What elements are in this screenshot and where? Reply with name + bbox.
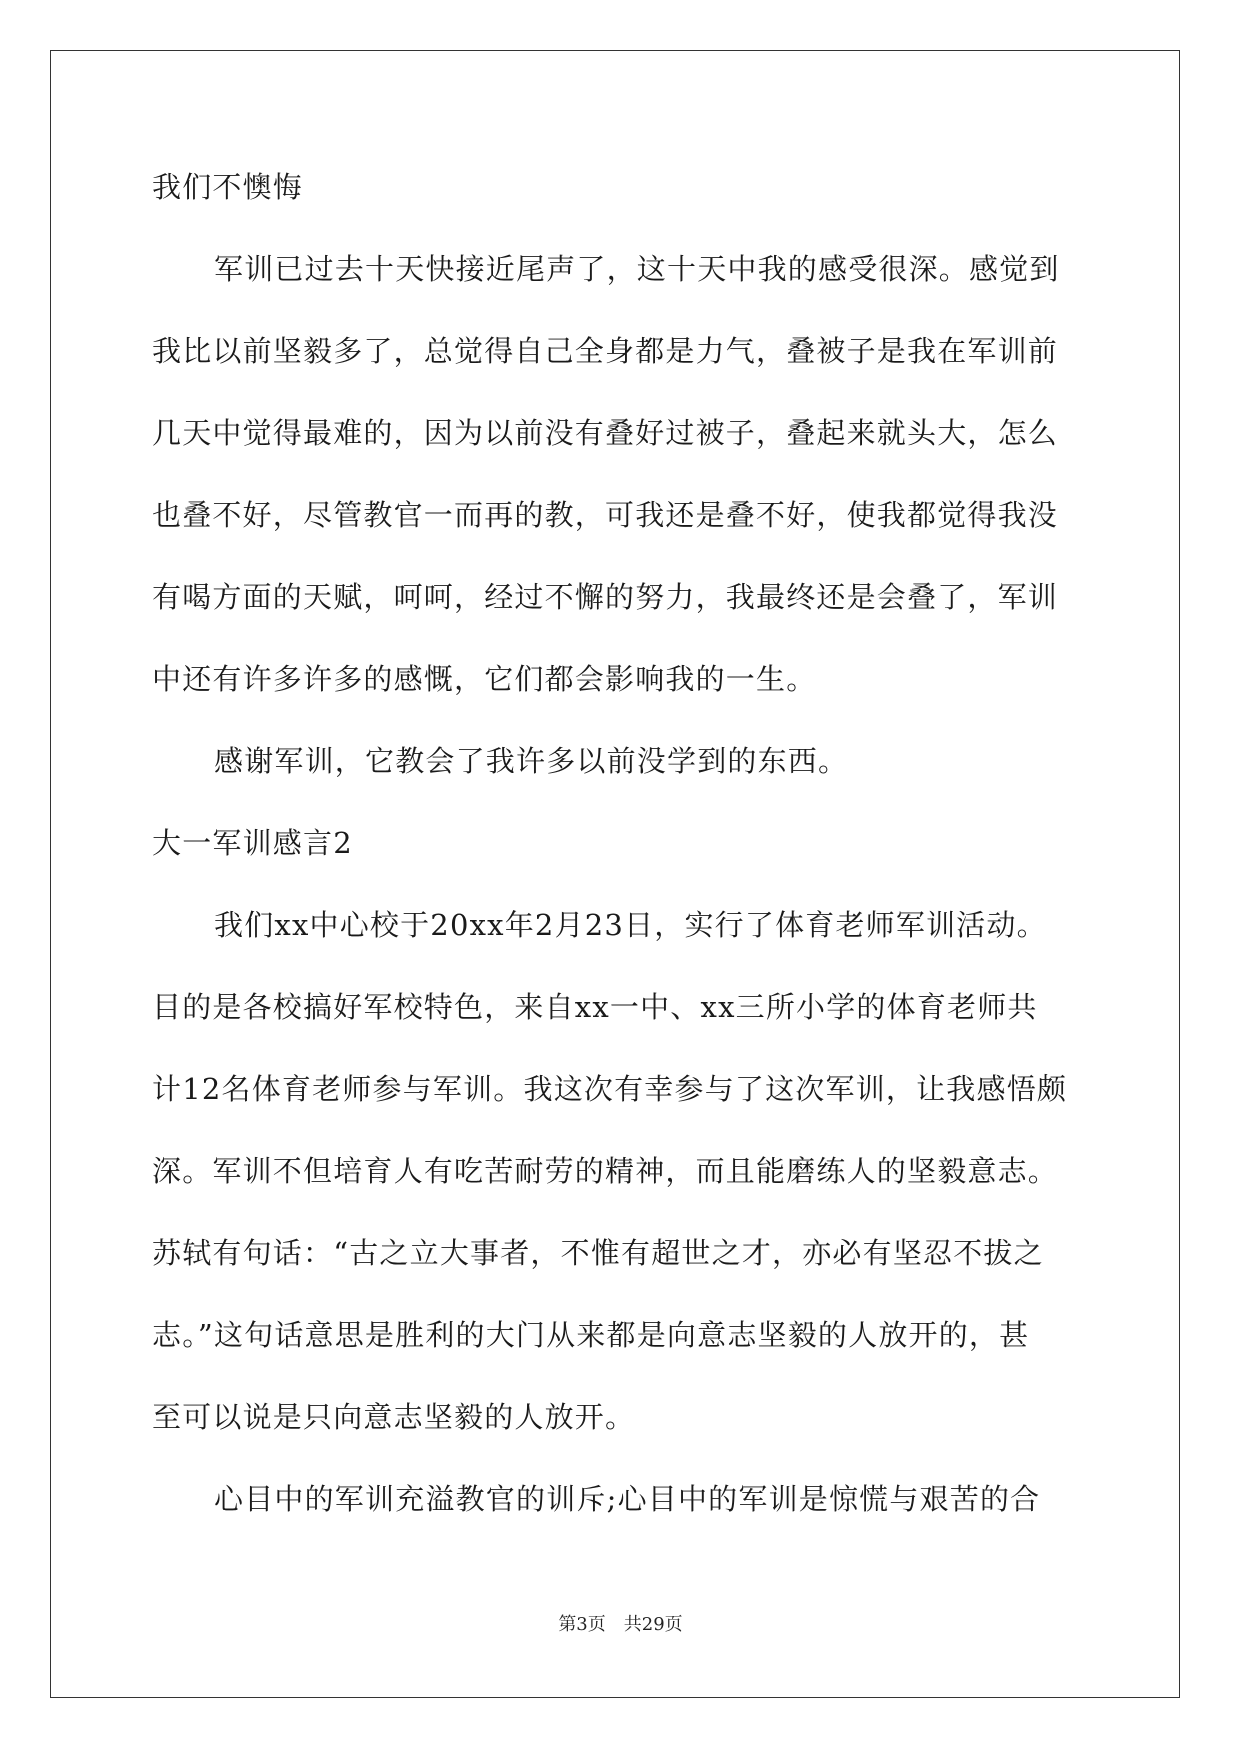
- paragraph-line: 深。军训不但培育人有吃苦耐劳的精神，而且能磨练人的坚毅意志。: [152, 1154, 1059, 1188]
- paragraph-line: 计12名体育老师参与军训。我这次有幸参与了这次军训，让我感悟颇: [152, 1072, 1068, 1106]
- paragraph-line: 中还有许多许多的感慨，它们都会影响我的一生。: [152, 662, 817, 696]
- paragraph-line: 心目中的军训充溢教官的训斥;心目中的军训是惊慌与艰苦的合: [214, 1482, 1041, 1516]
- paragraph-line: 有喝方面的天赋，呵呵，经过不懈的努力，我最终还是会叠了，军训: [152, 580, 1059, 614]
- paragraph-line: 几天中觉得最难的，因为以前没有叠好过被子，叠起来就头大，怎么: [152, 416, 1059, 450]
- paragraph-line: 苏轼有句话：“古之立大事者，不惟有超世之才，亦必有坚忍不拔之: [152, 1236, 1044, 1270]
- paragraph-line: 目的是各校搞好军校特色，来自xx一中、xx三所小学的体育老师共: [152, 990, 1038, 1024]
- page-number-footer: 第3页 共29页: [558, 1614, 683, 1635]
- paragraph-line: 我们xx中心校于20xx年2月23日，实行了体育老师军训活动。: [214, 908, 1047, 942]
- paragraph-line: 军训已过去十天快接近尾声了，这十天中我的感受很深。感觉到: [214, 252, 1060, 286]
- paragraph-line: 也叠不好，尽管教官一而再的教，可我还是叠不好，使我都觉得我没: [152, 498, 1059, 532]
- paragraph-line: 感谢军训，它教会了我许多以前没学到的东西。: [214, 744, 849, 778]
- document-body: [152, 157, 1082, 1551]
- paragraph-line: 志。”这句话意思是胜利的大门从来都是向意志坚毅的人放开的，甚: [152, 1318, 1030, 1352]
- section-heading: 大一军训感言2: [152, 826, 353, 860]
- paragraph-line: 至可以说是只向意志坚毅的人放开。: [152, 1400, 636, 1434]
- paragraph-line: 我比以前坚毅多了，总觉得自己全身都是力气，叠被子是我在军训前: [152, 334, 1059, 368]
- paragraph-line: 我们不懊悔: [152, 170, 304, 204]
